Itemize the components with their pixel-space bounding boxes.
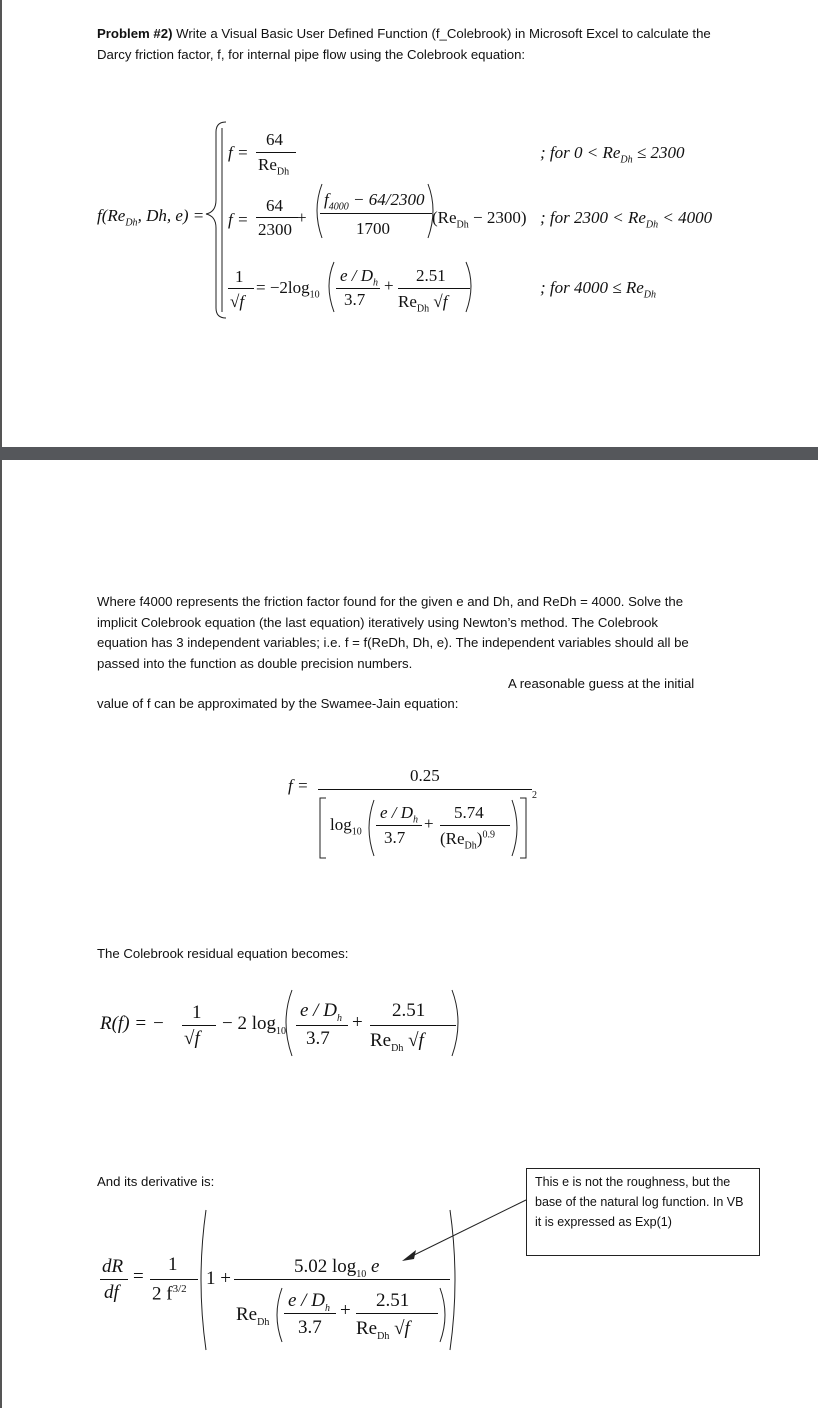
case1-num: 64 (266, 130, 283, 149)
swamee-plus: + (424, 814, 434, 833)
residual-sqrtf: √f (184, 1028, 200, 1049)
deriv-num: 5.02 $\log_{10} e$ (294, 1256, 380, 1280)
case2-paren-left (317, 184, 322, 238)
case2-paren-right (428, 184, 433, 238)
deriv-dR: dR (102, 1256, 124, 1277)
deriv-re: $Re_{Dh}$ (236, 1304, 270, 1328)
callout-arrowhead (402, 1250, 416, 1261)
case3-sqrtf: √f (230, 292, 245, 311)
residual-paren-left (286, 990, 292, 1056)
deriv-one-plus: 1 + (206, 1268, 231, 1289)
deriv-one: 1 (168, 1254, 178, 1275)
swamee-paren-left (369, 800, 374, 856)
swamee-lhs: f = (288, 776, 309, 795)
deriv-bracket-right (450, 1210, 455, 1350)
residual-paren-right (452, 990, 458, 1056)
case3-one: 1 (235, 267, 244, 286)
case2-plus: + (297, 208, 307, 227)
callout-box: This e is not the roughness, but the base of the natural log function. In VB it is expressed as Exp(1) (526, 1168, 760, 1256)
deriv-c-den: $Re_{Dh}$ √f (356, 1318, 410, 1342)
deriv-den: 2 $f^{3/2}$ (152, 1283, 187, 1305)
case1-den: $Re_{Dh}$ (258, 155, 290, 178)
case3-c-num: 2.51 (416, 266, 446, 285)
residual-one: 1 (192, 1002, 202, 1023)
case3-c-den: $Re_{Dh}$ √f (398, 292, 448, 315)
swamee-exp: 2 (532, 790, 537, 801)
residual-intro: The Colebrook residual equation becomes: (97, 946, 349, 961)
swamee-num: 0.25 (410, 766, 440, 785)
piecewise-left-brace (206, 122, 226, 318)
deriv-c-num: 2.51 (376, 1290, 410, 1311)
residual-ed-num: e / $D_h$ (300, 1000, 342, 1024)
problem-label: Problem #2) (97, 26, 173, 41)
residual-plus: + (352, 1012, 363, 1033)
swamee-ed-num: e / $D_h$ (380, 803, 419, 826)
residual-mid: − 2 $\log_{10}$ (222, 1013, 286, 1037)
deriv-plus: + (340, 1300, 351, 1321)
case3-ed-num: e / $D_h$ (340, 266, 379, 289)
case1-cond: ; for $0 < Re_{Dh} \le 2300$ (540, 143, 685, 166)
case3-eq: = $-2\log_{10}$ (256, 278, 320, 301)
callout-pointer-line (408, 1200, 526, 1258)
case2-den: 2300 (258, 220, 292, 239)
deriv-paren-right (440, 1288, 445, 1342)
problem-text: Write a Visual Basic User Defined Function (f_Colebrook) in Microsoft Excel to calculate the Darcy friction factor, f, for internal pipe flow using the Colebrook equation: (97, 26, 711, 62)
where-paragraph: Where f4000 represents the friction factor found for the given e and Dh, and ReDh = 4000. Solve the implicit Colebrook equation (the last equation) iteratively using Newton’s method. The Colebrook equation has 3 independent variables; i.e. f = f(ReDh, Dh, e). The independent variables should all be passed into the function as double precision numbers. (97, 594, 689, 671)
deriv-eq: = (133, 1266, 144, 1287)
guess-text-right: A reasonable guess at the initial (508, 676, 695, 691)
case2-paren-den: 1700 (356, 219, 390, 238)
case1-f: f = (228, 143, 249, 162)
residual-ed-den: 3.7 (306, 1028, 330, 1049)
deriv-paren-left (277, 1288, 282, 1342)
deriv-df: df (104, 1282, 119, 1303)
piecewise-lhs: $f(Re_{Dh}$, Dh, e) = (97, 206, 205, 229)
deriv-ed-num: e / $D_h$ (288, 1290, 330, 1314)
deriv-bracket-left (201, 1210, 206, 1350)
case3-paren-right (466, 262, 471, 312)
swamee-c-num: 5.74 (454, 803, 484, 822)
case2-tail: $(Re_{Dh} - 2300)$ (432, 208, 527, 231)
residual-c-den: $Re_{Dh}$ √f (370, 1030, 424, 1054)
case2-cond: ; for $2300 < Re_{Dh} < 4000$ (540, 208, 713, 231)
case2-num: 64 (266, 196, 283, 215)
guess-text-left: value of f can be approximated by the Swamee-Jain equation: (97, 696, 459, 711)
case3-paren-left (329, 262, 334, 312)
swamee-ed-den: 3.7 (384, 828, 406, 847)
swamee-c-den: $(Re_{Dh})^{0.9}$ (440, 829, 495, 852)
derivative-intro: And its derivative is: (97, 1174, 215, 1189)
swamee-paren-right (512, 800, 517, 856)
deriv-ed-den: 3.7 (298, 1317, 322, 1338)
case3-cond: ; for $4000 \le Re_{Dh}$ (540, 278, 656, 301)
case2-f: f = (228, 210, 249, 229)
case2-f4000: $f_{4000} - 64/2300$ (324, 190, 425, 213)
swamee-bracket-right (520, 798, 526, 858)
residual-c-num: 2.51 (392, 1000, 426, 1021)
swamee-bracket-left (320, 798, 326, 858)
case3-ed-den: 3.7 (344, 290, 366, 309)
case3-plus: + (384, 276, 394, 295)
swamee-log: $\log_{10}$ (330, 815, 362, 838)
residual-lhs: R(f) = − (100, 1013, 165, 1034)
